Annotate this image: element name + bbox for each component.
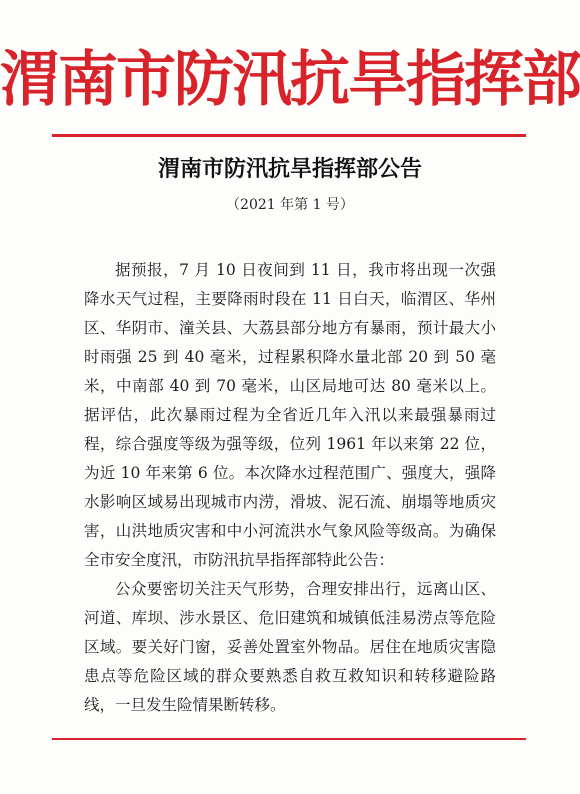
red-separator-top [52,134,526,137]
notice-title: 渭南市防汛抗旱指挥部公告 [157,156,422,182]
paragraph-public-advice: 公众要密切关注天气形势，合理安排出行，远离山区、河道、库坝、涉水景区、危旧建筑和城镇低洼易涝点等危险区域。要关好门窗，妥善处置室外物品。居住在地质灾害隐患点等危险区域的群众要熟悉自救互救知识和转移避险路线，一旦发生险情果断转移。 [84,580,496,714]
paragraph-forecast: 据预报，7 月 10 日夜间到 11 日，我市将出现一次强降水天气过程，主要降雨时段在 11 日白天，临渭区、华州区、华阴市、潼关县、大荔县部分地方有暴雨，预计最大小时雨强 25 到 40 毫米，过程累积降水量北部 20 到 50 毫米，中南部 40 到 70 毫米，山区局地可达 80 毫米以上。据评估，此次暴雨过程为全省近几年入汛以来最强暴雨过程，综合强度等级为强等级，位列 1961 年以来第 22 位，为近 10 年来第 6 位。本次降水过程范围广、强度大，强降水影响区域易出现城市内涝，滑坡、泥石流、崩塌等地质灾害，山洪地质灾害和中小河流洪水气象风险等级高。为确保全市安全度汛，市防汛抗旱指挥部特此公告： [84,261,496,569]
masthead-title: 渭南市防汛抗旱指挥部 [0,45,580,115]
red-separator-bottom [52,738,526,740]
notice-body [84,256,496,720]
notice-number: （2021 年第 1 号） [226,197,354,213]
